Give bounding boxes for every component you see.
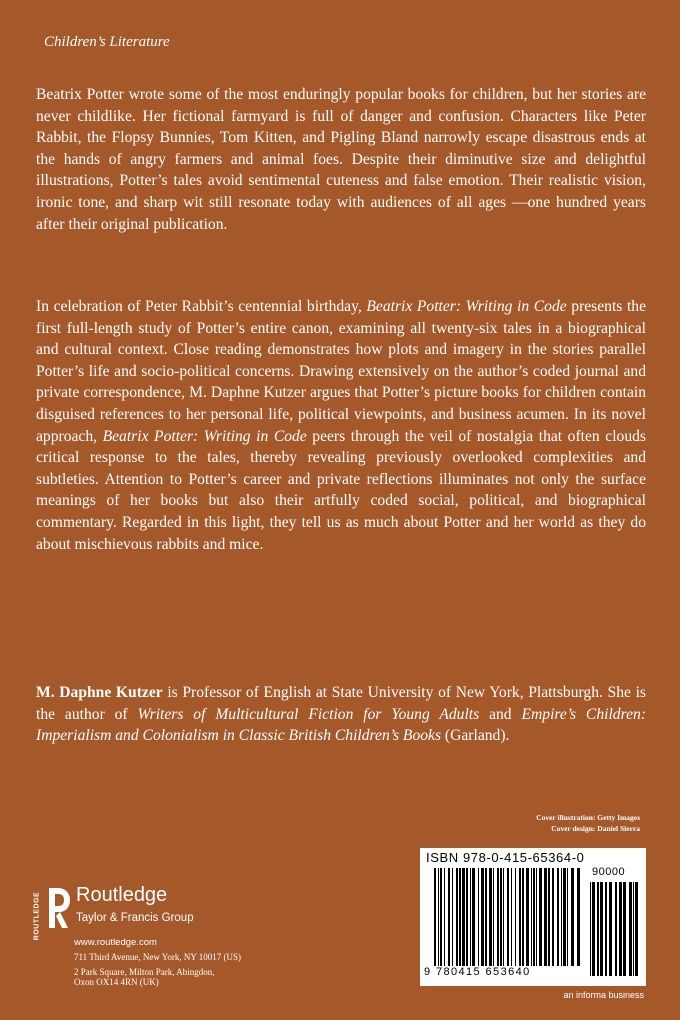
author-book-2: Empire’s Children: Imperialism and Colonialism in Classic British Children’s Books bbox=[36, 705, 646, 745]
publisher-logo bbox=[30, 884, 240, 944]
publisher-name: Routledge bbox=[76, 884, 168, 906]
author-book-1: Writers of Multicultural Fiction for Young Adults bbox=[137, 705, 480, 723]
vertical-mark-text: ROUTLEDGE bbox=[33, 891, 41, 941]
routledge-r-icon bbox=[46, 886, 72, 930]
cover-credits bbox=[536, 812, 640, 834]
address-uk-line1: 2 Park Square, Milton Park, Abingdon, bbox=[74, 967, 215, 977]
series-category: Children’s Literature bbox=[44, 34, 170, 50]
author-name: M. Daphne Kutzer bbox=[36, 684, 163, 701]
description-paragraph-1: Beatrix Potter wrote some of the most enduringly popular books for children, but her stories are never childlike. Her fictional farmyard is full of danger and confusion. Characters like Peter Rabbit, the Flopsy Bunnies, Tom Kitten, and Pigling Bland narrowly escape disastrous ends at the hands of angry farmers and animal foes. Despite their diminutive size and delightful illustrations, Potter’s tales avoid sentimental cuteness and false emotion. Their realistic vision, ironic tone, and sharp wit still resonate today with audiences of all ages —one hundred years after their original publication. bbox=[36, 86, 646, 233]
publisher-address bbox=[74, 938, 241, 987]
author-bio bbox=[36, 682, 646, 747]
description-paragraph-2 bbox=[36, 296, 646, 555]
book-title-1: Beatrix Potter: Writing in Code bbox=[366, 298, 567, 315]
illustration-credit: Cover illustration: Getty Images bbox=[536, 813, 640, 822]
isbn-label: ISBN 978-0-415-65364-0 bbox=[426, 850, 585, 865]
publisher-group: Taylor & Francis Group bbox=[76, 912, 194, 924]
informa-tagline: an informa business bbox=[563, 990, 644, 1000]
ean-digits: 9 780415 653640 bbox=[424, 966, 531, 978]
isbn-barcode bbox=[420, 848, 646, 986]
design-credit: Cover design: Daniel Sierra bbox=[551, 824, 640, 833]
bio-text-2: and bbox=[479, 705, 522, 723]
book-title-2: Beatrix Potter: Writing in Code bbox=[102, 427, 307, 445]
publisher-vertical-mark bbox=[32, 888, 42, 944]
address-us: 711 Third Avenue, New York, NY 10017 (US) bbox=[74, 952, 241, 962]
para2-text-3: peers through the veil of nostalgia that often clouds critical response to the tales, thereby revealing previously overlooked complexities and subtleties. Attention to Potter’s career and private reflections illuminates not only the surface meanings of her books but also their artfully coded social, political, and biographical commentary. Regarded in this light, they tell us as much about Potter and her world as they do about mischievous rabbits and mice. bbox=[36, 427, 646, 553]
publisher-website: www.routledge.com bbox=[74, 937, 157, 948]
para2-text-2: presents the first full-length study of Potter’s entire canon, examining all twenty-six tales in a biographical and cultural context. Close reading demonstrates how plots and imagery in the stories parallel Potter’s life and socio-political concerns. Drawing extensively on the author’s coded journal and private correspondence, M. Daphne Kutzer argues that Potter’s picture books for children contain disguised references to her personal life, political viewpoints, and business acumen. In its novel approach, bbox=[36, 298, 647, 445]
para2-text-1: In celebration of Peter Rabbit’s centennial birthday, bbox=[36, 298, 367, 315]
address-uk-line2: Oxon OX14 4RN (UK) bbox=[74, 977, 159, 987]
bio-text-1: is Professor of English at State University of New York, Plattsburgh. She is the author of bbox=[36, 684, 646, 723]
price-code: 90000 bbox=[592, 866, 626, 878]
bio-text-3: (Garland). bbox=[441, 727, 510, 745]
